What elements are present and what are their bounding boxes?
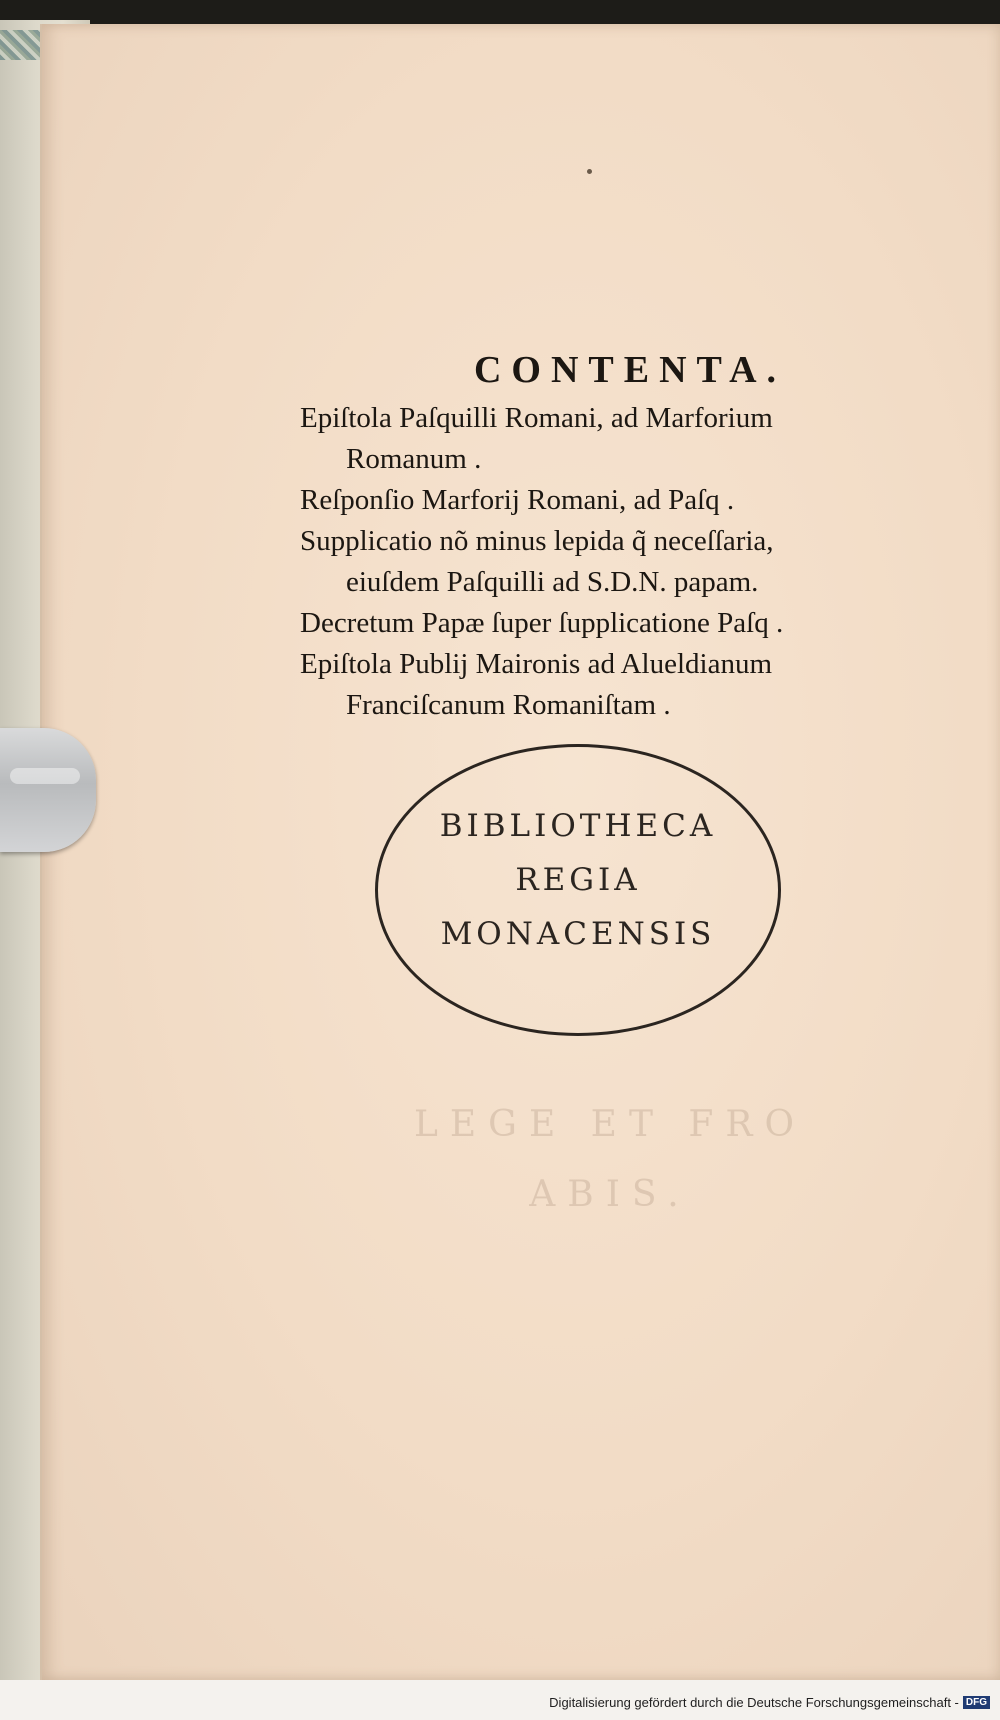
bleed-through-line: ABIS. (529, 1174, 691, 1215)
dfg-logo-icon: DFG (963, 1696, 990, 1709)
entry-line: eiuſdem Paſquilli ad S.D.N. papam. (346, 566, 759, 598)
stamp-line: REGIA (515, 862, 641, 898)
stamp-line: MONACENSIS (440, 916, 716, 952)
credit-text: Digitalisierung gefördert durch die Deutsche Forschungsgemeinschaft - (549, 1695, 959, 1710)
contents-entry (300, 603, 950, 644)
page-clip (0, 728, 96, 852)
contents-entry (300, 521, 950, 603)
entry-line: Decretum Papæ ſuper ſupplicatione Paſq . (300, 607, 784, 639)
entry-line: Franciſcanum Romaniſtam . (346, 689, 671, 721)
entry-line: Epiſtola Paſquilli Romani, ad Marforium (300, 402, 773, 434)
bleed-through-line: LEGE ET FRO (414, 1104, 806, 1145)
library-stamp (375, 744, 781, 1036)
entry-line: Romanum . (346, 443, 482, 475)
bleed-through-text (350, 1090, 870, 1230)
contents-entry (300, 644, 950, 726)
contents-title: CONTENTA. (473, 349, 787, 391)
entry-line: Epiſtola Publij Maironis ad Alueldianum (300, 648, 773, 680)
entry-line: Supplicatio nõ minus lepida q̃ neceſſaria, (300, 525, 774, 557)
ink-speck (587, 169, 592, 174)
entry-line: Reſponſio Marforij Romani, ad Paſq . (300, 484, 735, 516)
digitization-credit (549, 1695, 990, 1710)
stamp-line: BIBLIOTHECA (439, 808, 717, 844)
contents-block (300, 348, 950, 726)
contents-entry (300, 398, 950, 480)
contents-entry (300, 480, 950, 521)
